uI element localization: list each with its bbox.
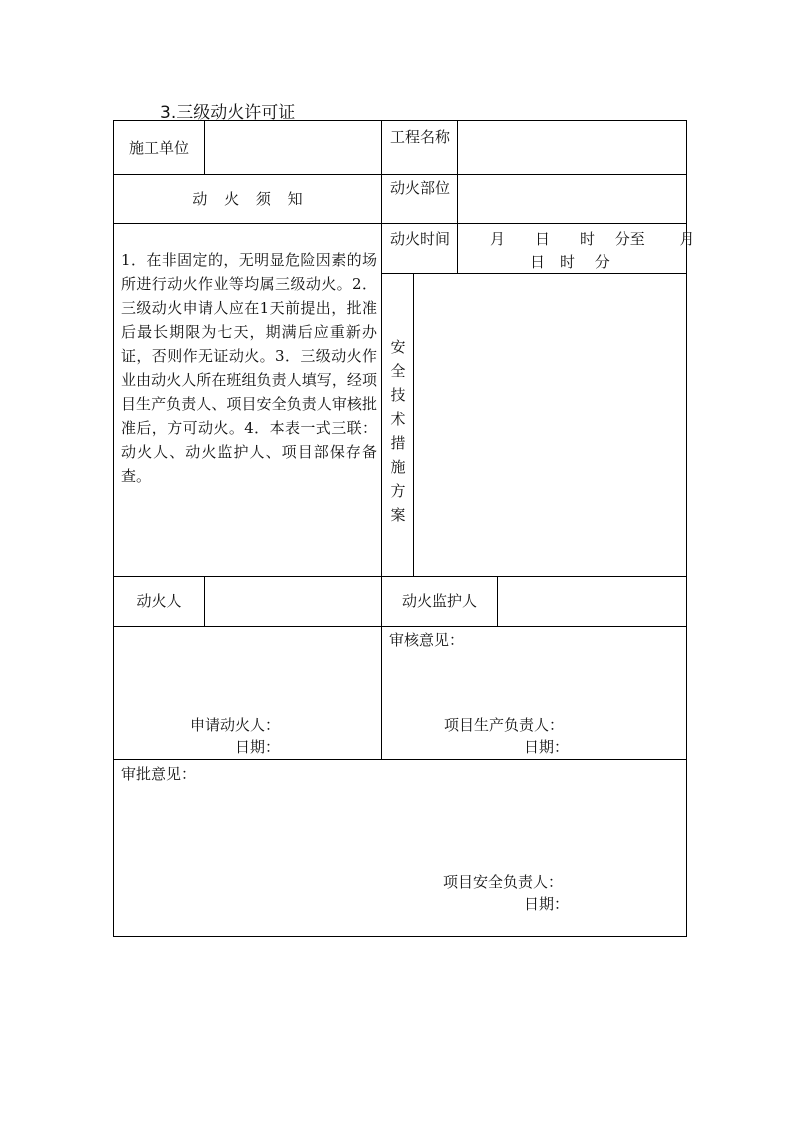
- col-divider: [204, 576, 205, 626]
- project-name-label: 工程名称: [389, 128, 450, 146]
- col-divider: [204, 121, 205, 174]
- row-divider: [114, 576, 686, 577]
- review-opinion-label: 审核意见：: [389, 631, 465, 649]
- row-divider: [114, 174, 686, 175]
- notice-heading: 动 火 须 知: [192, 190, 303, 208]
- row-divider: [114, 223, 382, 224]
- approval-opinion-label: 审批意见：: [121, 765, 197, 783]
- col-divider: [381, 121, 382, 576]
- production-manager-date-label: 日期：: [524, 738, 570, 756]
- fire-time-range-line2: 日 时 分: [530, 253, 610, 271]
- safety-manager-label: 项目安全负责人：: [443, 873, 564, 891]
- col-divider: [497, 576, 498, 626]
- row-divider: [114, 626, 686, 627]
- safety-measures-label: 安全技术措施方案: [390, 338, 406, 524]
- fire-guardian-label: 动火监护人: [401, 592, 477, 610]
- applicant-label: 申请动火人：: [190, 716, 281, 734]
- fire-time-range-line1: 月 日 时 分至 月: [490, 230, 695, 248]
- safety-manager-date-label: 日期：: [524, 895, 570, 913]
- col-divider: [413, 273, 414, 576]
- page-title: 3.三级动火许可证: [160, 103, 296, 123]
- row-divider: [382, 223, 686, 224]
- fire-time-label: 动火时间: [389, 230, 450, 248]
- fire-operator-label: 动火人: [136, 592, 182, 610]
- col-divider: [457, 121, 458, 273]
- row-divider: [114, 759, 686, 760]
- applicant-date-label: 日期：: [235, 738, 281, 756]
- fire-location-label: 动火部位: [389, 179, 450, 197]
- production-manager-label: 项目生产负责人：: [444, 716, 565, 734]
- construction-unit-label: 施工单位: [128, 139, 189, 157]
- fire-notice-text: 1．在非固定的，无明显危险因素的场所进行动火作业等均属三级动火。2．三级动火申请人应在1天前提出，批准后最长期限为七天，期满后应重新办证，否则作无证动火。3．三级动火作业由动火人所在班组负责人填写，经项目生产负责人、项目安全负责人审核批准后，方可动火。4．本表一式三联：动火人、动火监护人、项目部保存备查。: [121, 251, 377, 485]
- row-divider: [382, 273, 686, 274]
